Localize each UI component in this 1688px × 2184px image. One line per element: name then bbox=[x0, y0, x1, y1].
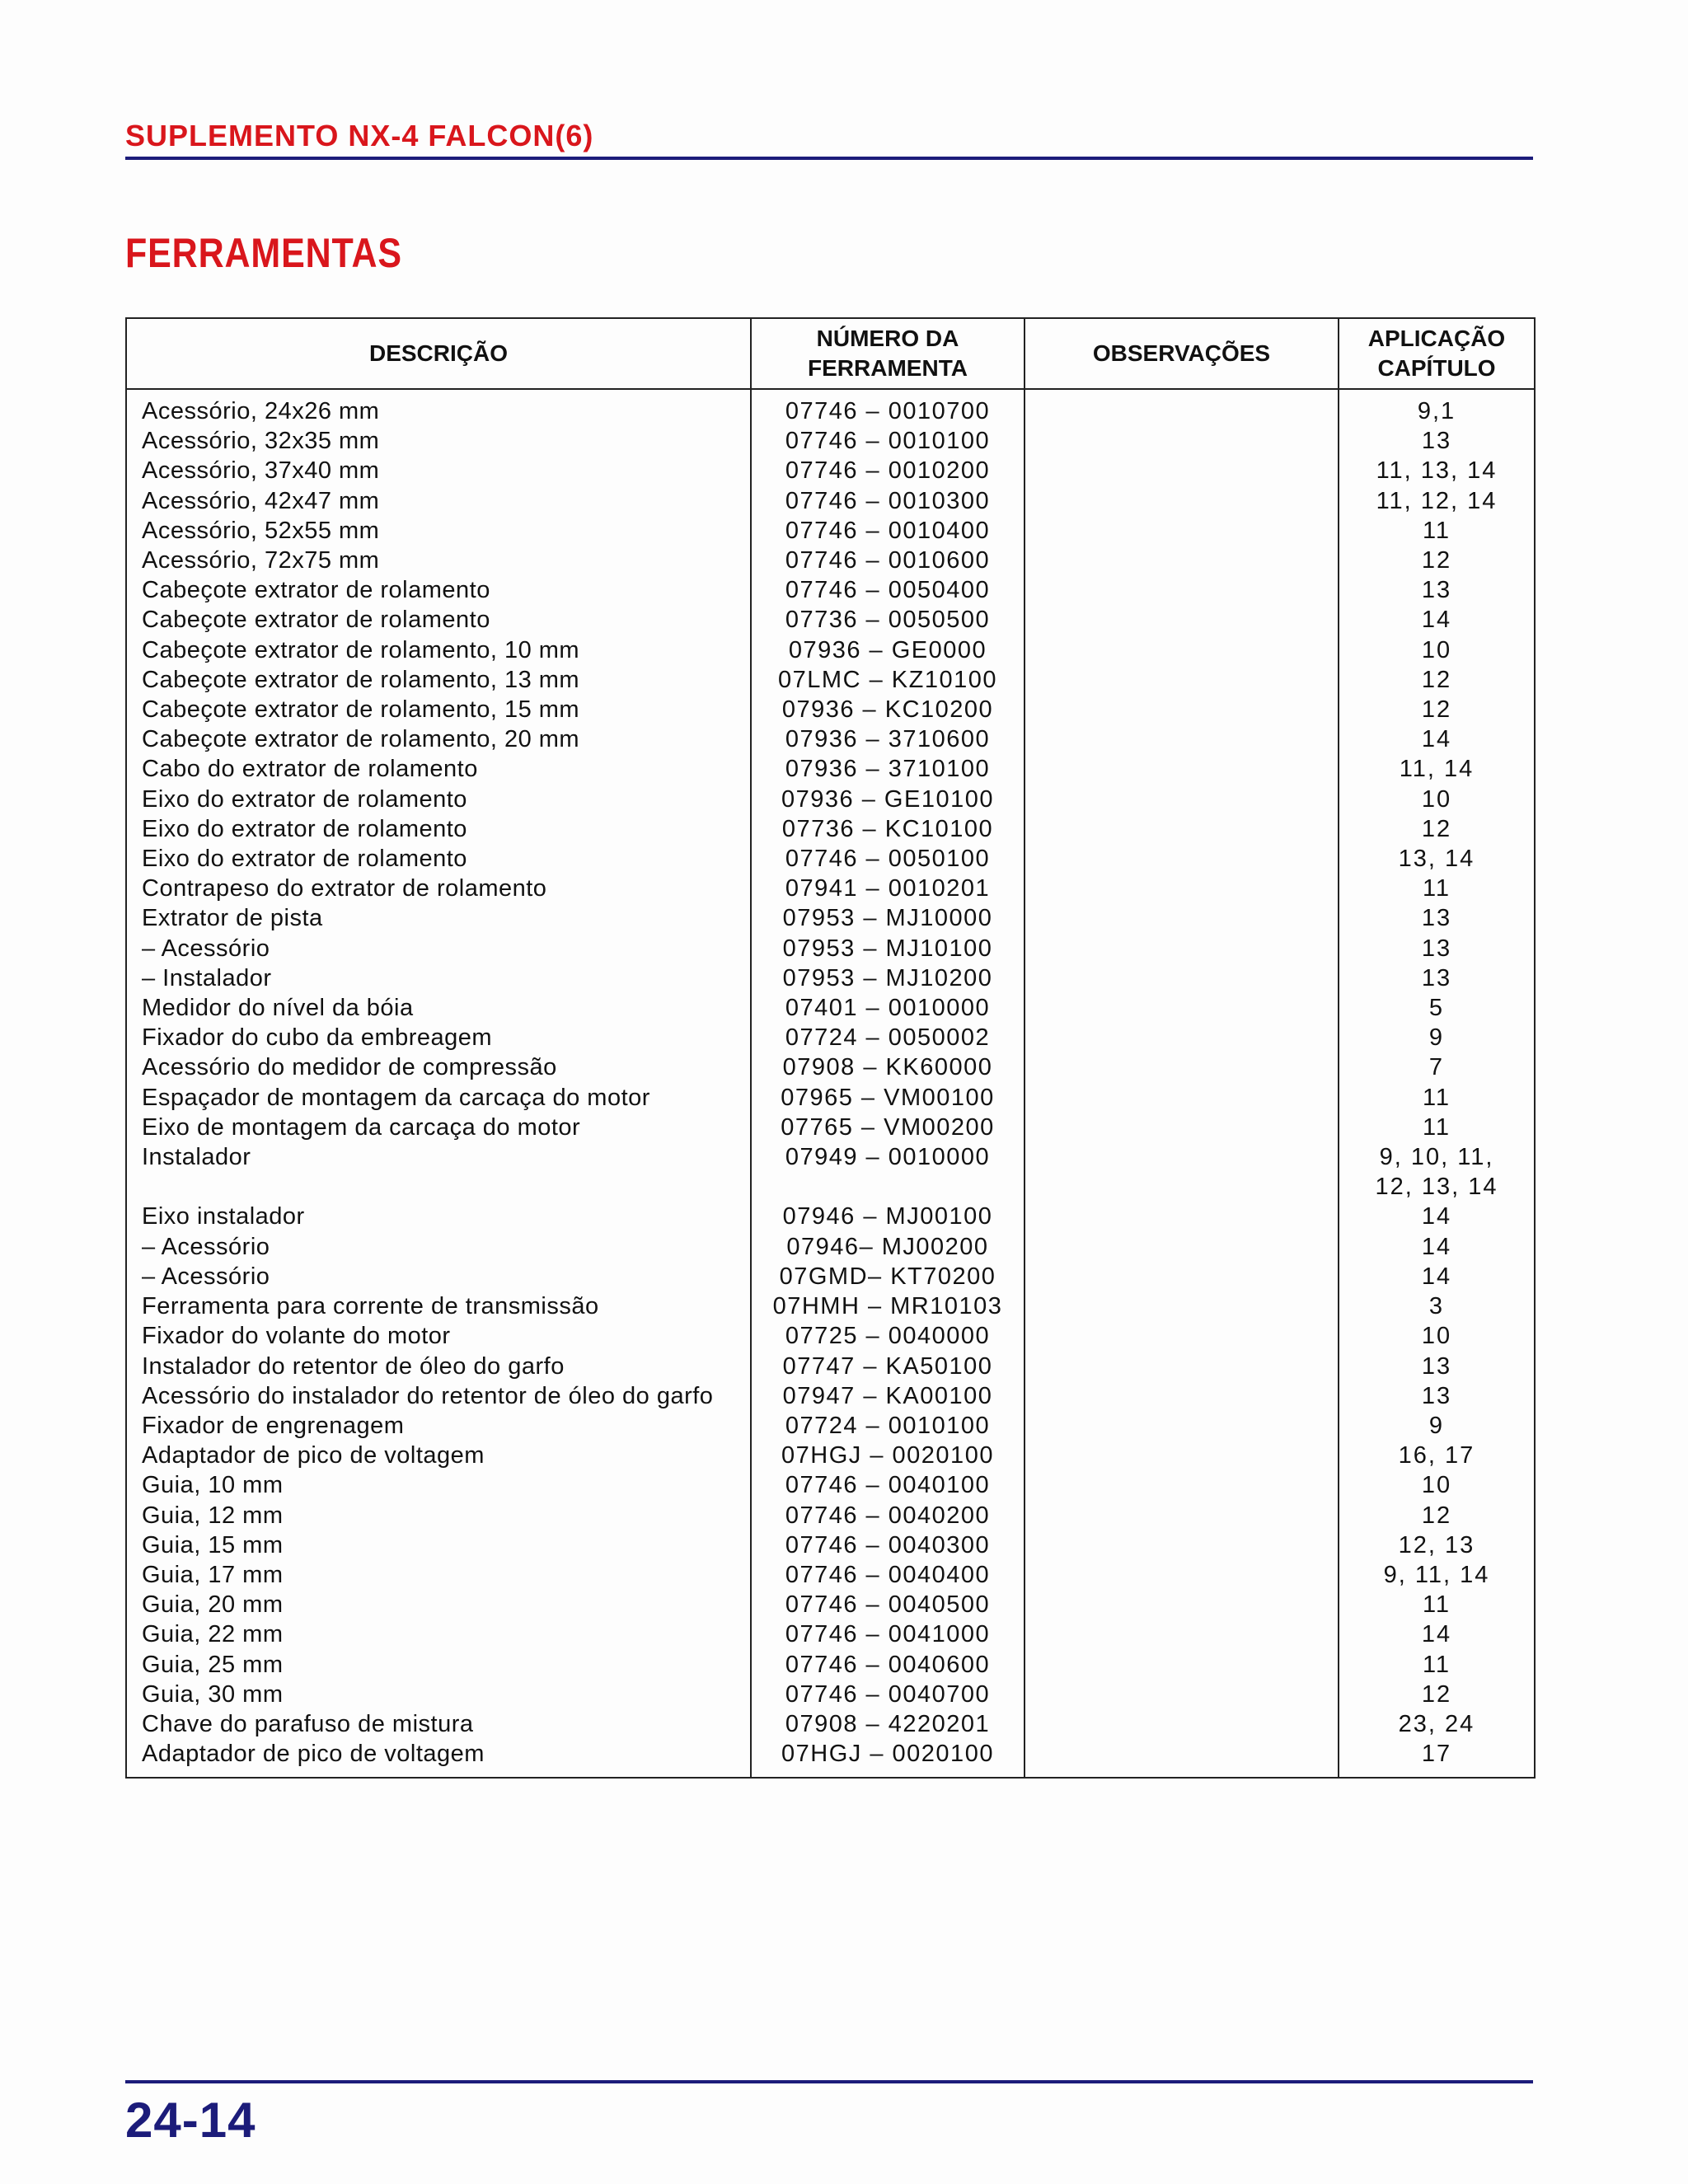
tool-description: Eixo do extrator de rolamento bbox=[126, 844, 751, 874]
tool-observation bbox=[1025, 1381, 1339, 1411]
tool-observation bbox=[1025, 1441, 1339, 1470]
tool-number: 07746 – 0050400 bbox=[751, 575, 1025, 605]
col-header-numero-line1: NÚMERO DA bbox=[816, 326, 959, 351]
table-row bbox=[126, 695, 1535, 724]
tool-description: Acessório do instalador do retentor de óleo do garfo bbox=[126, 1381, 751, 1411]
tool-number: 07HMH – MR10103 bbox=[751, 1291, 1025, 1321]
tool-observation bbox=[1025, 546, 1339, 575]
tool-number: 07765 – VM00200 bbox=[751, 1113, 1025, 1142]
tool-description bbox=[126, 1172, 751, 1202]
tool-observation bbox=[1025, 814, 1339, 844]
tool-number: 07746 – 0010700 bbox=[751, 389, 1025, 426]
tool-observation bbox=[1025, 934, 1339, 963]
tool-observation bbox=[1025, 1142, 1339, 1172]
table-row bbox=[126, 844, 1535, 874]
tool-chapter: 12 bbox=[1339, 665, 1535, 695]
tool-description: Cabo do extrator de rolamento bbox=[126, 754, 751, 784]
table-row bbox=[126, 1411, 1535, 1441]
table-row bbox=[126, 456, 1535, 485]
table-row bbox=[126, 1052, 1535, 1082]
col-header-observacoes bbox=[1025, 318, 1339, 389]
tool-observation bbox=[1025, 1083, 1339, 1113]
tool-chapter: 9, 11, 14 bbox=[1339, 1560, 1535, 1590]
table-row bbox=[126, 389, 1535, 426]
tool-observation bbox=[1025, 1619, 1339, 1649]
tool-description: Eixo de montagem da carcaça do motor bbox=[126, 1113, 751, 1142]
tool-description: – Acessório bbox=[126, 1232, 751, 1262]
tool-chapter: 5 bbox=[1339, 993, 1535, 1023]
tool-description: Guia, 12 mm bbox=[126, 1501, 751, 1530]
tool-observation bbox=[1025, 1232, 1339, 1262]
tool-number: 07946 – MJ00100 bbox=[751, 1202, 1025, 1231]
tool-number: 07746 – 0010100 bbox=[751, 426, 1025, 456]
tool-observation bbox=[1025, 1501, 1339, 1530]
footer-rule bbox=[125, 2080, 1533, 2083]
tool-number: 07746 – 0040500 bbox=[751, 1590, 1025, 1619]
tool-number: 07746 – 0041000 bbox=[751, 1619, 1025, 1649]
tool-number: 07936 – GE10100 bbox=[751, 785, 1025, 814]
tool-number: 07746 – 0040400 bbox=[751, 1560, 1025, 1590]
tool-description: – Instalador bbox=[126, 963, 751, 993]
tool-number: 07936 – GE0000 bbox=[751, 635, 1025, 665]
tool-description: Cabeçote extrator de rolamento, 15 mm bbox=[126, 695, 751, 724]
tool-chapter: 11 bbox=[1339, 1650, 1535, 1680]
tool-chapter: 14 bbox=[1339, 724, 1535, 754]
tool-observation bbox=[1025, 724, 1339, 754]
tool-number: 07746 – 0040700 bbox=[751, 1680, 1025, 1709]
tool-number: 07746 – 0010300 bbox=[751, 486, 1025, 516]
tool-observation bbox=[1025, 1470, 1339, 1500]
tool-description: – Acessório bbox=[126, 1262, 751, 1291]
tool-observation bbox=[1025, 844, 1339, 874]
tool-description: Acessório, 42x47 mm bbox=[126, 486, 751, 516]
tool-observation bbox=[1025, 1052, 1339, 1082]
table-row bbox=[126, 575, 1535, 605]
table-row bbox=[126, 1739, 1535, 1778]
tool-chapter: 9 bbox=[1339, 1411, 1535, 1441]
tool-description: Acessório, 72x75 mm bbox=[126, 546, 751, 575]
table-row bbox=[126, 1381, 1535, 1411]
tool-number: 07947 – KA00100 bbox=[751, 1381, 1025, 1411]
table-row bbox=[126, 993, 1535, 1023]
tool-description: Guia, 20 mm bbox=[126, 1590, 751, 1619]
table-row bbox=[126, 1113, 1535, 1142]
tool-chapter: 11, 12, 14 bbox=[1339, 486, 1535, 516]
tool-description: Acessório, 37x40 mm bbox=[126, 456, 751, 485]
table-row bbox=[126, 486, 1535, 516]
tool-observation bbox=[1025, 903, 1339, 933]
tool-number: 07746 – 0040300 bbox=[751, 1530, 1025, 1560]
tool-observation bbox=[1025, 1739, 1339, 1778]
tools-table bbox=[125, 317, 1536, 1779]
tool-chapter: 11 bbox=[1339, 516, 1535, 546]
tool-number: 07953 – MJ10100 bbox=[751, 934, 1025, 963]
tool-description: Extrator de pista bbox=[126, 903, 751, 933]
header-rule bbox=[125, 157, 1533, 160]
table-row bbox=[126, 1441, 1535, 1470]
tool-observation bbox=[1025, 1680, 1339, 1709]
table-row bbox=[126, 1142, 1535, 1172]
tool-description: Guia, 15 mm bbox=[126, 1530, 751, 1560]
tool-chapter: 11 bbox=[1339, 1590, 1535, 1619]
table-row bbox=[126, 1680, 1535, 1709]
tool-description: Adaptador de pico de voltagem bbox=[126, 1441, 751, 1470]
tool-description: Guia, 22 mm bbox=[126, 1619, 751, 1649]
table-row bbox=[126, 1470, 1535, 1500]
tool-observation bbox=[1025, 605, 1339, 635]
tool-description: Acessório, 52x55 mm bbox=[126, 516, 751, 546]
col-header-numero-line2: FERRAMENTA bbox=[808, 355, 968, 381]
tool-number: 07724 – 0010100 bbox=[751, 1411, 1025, 1441]
tool-chapter: 13 bbox=[1339, 903, 1535, 933]
tool-number: 07725 – 0040000 bbox=[751, 1321, 1025, 1351]
tool-observation bbox=[1025, 486, 1339, 516]
tool-observation bbox=[1025, 993, 1339, 1023]
tool-chapter: 14 bbox=[1339, 605, 1535, 635]
page-number: 24-14 bbox=[125, 2093, 256, 2148]
table-row bbox=[126, 1590, 1535, 1619]
col-header-aplicacao bbox=[1339, 318, 1535, 389]
table-row bbox=[126, 1023, 1535, 1052]
table-row bbox=[126, 754, 1535, 784]
tool-number: 07746 – 0040600 bbox=[751, 1650, 1025, 1680]
tool-description: Eixo instalador bbox=[126, 1202, 751, 1231]
tool-observation bbox=[1025, 426, 1339, 456]
tool-observation bbox=[1025, 1321, 1339, 1351]
tool-number: 07736 – KC10100 bbox=[751, 814, 1025, 844]
section-title: FERRAMENTAS bbox=[125, 230, 402, 276]
table-row bbox=[126, 1501, 1535, 1530]
tool-chapter: 11, 14 bbox=[1339, 754, 1535, 784]
tool-chapter: 17 bbox=[1339, 1739, 1535, 1778]
tool-observation bbox=[1025, 785, 1339, 814]
col-header-numero bbox=[751, 318, 1025, 389]
tool-number: 07908 – KK60000 bbox=[751, 1052, 1025, 1082]
tool-description: – Acessório bbox=[126, 934, 751, 963]
tool-chapter: 13 bbox=[1339, 1381, 1535, 1411]
tool-chapter: 13 bbox=[1339, 426, 1535, 456]
tool-chapter: 10 bbox=[1339, 635, 1535, 665]
tool-number: 07746 – 0040100 bbox=[751, 1470, 1025, 1500]
tool-chapter: 13 bbox=[1339, 575, 1535, 605]
tool-number: 07724 – 0050002 bbox=[751, 1023, 1025, 1052]
tool-observation bbox=[1025, 1709, 1339, 1739]
tool-chapter: 12 bbox=[1339, 546, 1535, 575]
tool-observation bbox=[1025, 1113, 1339, 1142]
tool-chapter: 11 bbox=[1339, 1083, 1535, 1113]
tool-observation bbox=[1025, 1202, 1339, 1231]
table-row bbox=[126, 1650, 1535, 1680]
tool-chapter: 10 bbox=[1339, 785, 1535, 814]
tool-number: 07936 – 3710100 bbox=[751, 754, 1025, 784]
tool-description: Eixo do extrator de rolamento bbox=[126, 814, 751, 844]
table-row bbox=[126, 934, 1535, 963]
tool-number: 07401 – 0010000 bbox=[751, 993, 1025, 1023]
tool-description: Cabeçote extrator de rolamento, 10 mm bbox=[126, 635, 751, 665]
table-row bbox=[126, 1232, 1535, 1262]
tool-chapter: 13 bbox=[1339, 934, 1535, 963]
tool-chapter: 16, 17 bbox=[1339, 1441, 1535, 1470]
table-row bbox=[126, 1560, 1535, 1590]
tool-number: 07GMD– KT70200 bbox=[751, 1262, 1025, 1291]
tool-chapter: 9, 10, 11, bbox=[1339, 1142, 1535, 1172]
table-row bbox=[126, 1083, 1535, 1113]
col-header-descricao bbox=[126, 318, 751, 389]
tool-chapter: 3 bbox=[1339, 1291, 1535, 1321]
table-row bbox=[126, 724, 1535, 754]
tool-number: 07936 – 3710600 bbox=[751, 724, 1025, 754]
tool-chapter: 14 bbox=[1339, 1232, 1535, 1262]
tool-observation bbox=[1025, 1590, 1339, 1619]
col-header-observacoes-label: OBSERVAÇÕES bbox=[1092, 340, 1271, 366]
tool-observation bbox=[1025, 1411, 1339, 1441]
tool-chapter: 11, 13, 14 bbox=[1339, 456, 1535, 485]
table-row bbox=[126, 1262, 1535, 1291]
tool-chapter: 10 bbox=[1339, 1470, 1535, 1500]
tool-observation bbox=[1025, 456, 1339, 485]
tool-observation bbox=[1025, 1352, 1339, 1381]
tool-observation bbox=[1025, 1262, 1339, 1291]
tool-observation bbox=[1025, 1023, 1339, 1052]
tool-number: 07746 – 0010400 bbox=[751, 516, 1025, 546]
tool-chapter: 14 bbox=[1339, 1619, 1535, 1649]
table-row bbox=[126, 516, 1535, 546]
tool-chapter: 10 bbox=[1339, 1321, 1535, 1351]
tool-description: Guia, 10 mm bbox=[126, 1470, 751, 1500]
tool-description: Ferramenta para corrente de transmissão bbox=[126, 1291, 751, 1321]
tool-description: Chave do parafuso de mistura bbox=[126, 1709, 751, 1739]
tool-description: Guia, 25 mm bbox=[126, 1650, 751, 1680]
tool-chapter: 12 bbox=[1339, 695, 1535, 724]
tool-observation bbox=[1025, 1172, 1339, 1202]
tool-number: 07965 – VM00100 bbox=[751, 1083, 1025, 1113]
table-row bbox=[126, 814, 1535, 844]
table-row bbox=[126, 1530, 1535, 1560]
tool-description: Medidor do nível da bóia bbox=[126, 993, 751, 1023]
tool-number: 07936 – KC10200 bbox=[751, 695, 1025, 724]
table-row bbox=[126, 546, 1535, 575]
table-row bbox=[126, 665, 1535, 695]
table-row bbox=[126, 635, 1535, 665]
tool-description: Cabeçote extrator de rolamento bbox=[126, 575, 751, 605]
tool-description: Acessório do medidor de compressão bbox=[126, 1052, 751, 1082]
tool-number: 07746 – 0010200 bbox=[751, 456, 1025, 485]
tools-table-body bbox=[126, 389, 1535, 1778]
tool-observation bbox=[1025, 389, 1339, 426]
tool-number bbox=[751, 1172, 1025, 1202]
tool-number: 07941 – 0010201 bbox=[751, 874, 1025, 903]
tool-chapter: 12 bbox=[1339, 1501, 1535, 1530]
tool-number: 07HGJ – 0020100 bbox=[751, 1441, 1025, 1470]
tool-chapter: 9,1 bbox=[1339, 389, 1535, 426]
col-header-aplicacao-line1: APLICAÇÃO bbox=[1367, 326, 1506, 351]
table-row bbox=[126, 1352, 1535, 1381]
tool-chapter: 12 bbox=[1339, 1680, 1535, 1709]
tool-observation bbox=[1025, 635, 1339, 665]
tool-description: Fixador do volante do motor bbox=[126, 1321, 751, 1351]
tool-chapter: 13 bbox=[1339, 963, 1535, 993]
tool-chapter: 11 bbox=[1339, 874, 1535, 903]
col-header-descricao-label: DESCRIÇÃO bbox=[368, 340, 508, 366]
tool-description: Guia, 30 mm bbox=[126, 1680, 751, 1709]
tool-number: 07946– MJ00200 bbox=[751, 1232, 1025, 1262]
tool-description: Cabeçote extrator de rolamento, 13 mm bbox=[126, 665, 751, 695]
tool-observation bbox=[1025, 1650, 1339, 1680]
table-header-row bbox=[126, 318, 1535, 389]
tool-number: 07953 – MJ10000 bbox=[751, 903, 1025, 933]
tool-chapter: 9 bbox=[1339, 1023, 1535, 1052]
tool-number: 07746 – 0050100 bbox=[751, 844, 1025, 874]
tool-description: Eixo do extrator de rolamento bbox=[126, 785, 751, 814]
tool-observation bbox=[1025, 516, 1339, 546]
tool-chapter: 7 bbox=[1339, 1052, 1535, 1082]
tool-number: 07953 – MJ10200 bbox=[751, 963, 1025, 993]
table-row bbox=[126, 1321, 1535, 1351]
tool-observation bbox=[1025, 1291, 1339, 1321]
tool-observation bbox=[1025, 963, 1339, 993]
tool-description: Cabeçote extrator de rolamento bbox=[126, 605, 751, 635]
tool-number: 07HGJ – 0020100 bbox=[751, 1739, 1025, 1778]
table-row bbox=[126, 1709, 1535, 1739]
tool-description: Adaptador de pico de voltagem bbox=[126, 1739, 751, 1778]
col-header-aplicacao-line2: CAPÍTULO bbox=[1377, 355, 1496, 381]
tool-number: 07746 – 0010600 bbox=[751, 546, 1025, 575]
tool-number: 07908 – 4220201 bbox=[751, 1709, 1025, 1739]
table-row bbox=[126, 903, 1535, 933]
tool-description: Fixador do cubo da embreagem bbox=[126, 1023, 751, 1052]
tool-description: Guia, 17 mm bbox=[126, 1560, 751, 1590]
table-row bbox=[126, 874, 1535, 903]
tool-observation bbox=[1025, 665, 1339, 695]
tool-observation bbox=[1025, 754, 1339, 784]
tool-number: 07746 – 0040200 bbox=[751, 1501, 1025, 1530]
table-row bbox=[126, 1291, 1535, 1321]
tool-observation bbox=[1025, 874, 1339, 903]
tool-chapter: 12 bbox=[1339, 814, 1535, 844]
header-title: SUPLEMENTO NX-4 FALCON(6) bbox=[125, 119, 594, 152]
tool-number: 07736 – 0050500 bbox=[751, 605, 1025, 635]
tool-number: 07LMC – KZ10100 bbox=[751, 665, 1025, 695]
tool-chapter: 13 bbox=[1339, 1352, 1535, 1381]
tool-number: 07949 – 0010000 bbox=[751, 1142, 1025, 1172]
tool-chapter: 14 bbox=[1339, 1262, 1535, 1291]
table-row bbox=[126, 785, 1535, 814]
tool-chapter: 12, 13 bbox=[1339, 1530, 1535, 1560]
tool-description: Acessório, 32x35 mm bbox=[126, 426, 751, 456]
tool-chapter: 13, 14 bbox=[1339, 844, 1535, 874]
table-row bbox=[126, 1202, 1535, 1231]
tool-description: Acessório, 24x26 mm bbox=[126, 389, 751, 426]
tool-description: Fixador de engrenagem bbox=[126, 1411, 751, 1441]
tool-observation bbox=[1025, 695, 1339, 724]
tool-observation bbox=[1025, 1560, 1339, 1590]
table-row bbox=[126, 1619, 1535, 1649]
tool-chapter: 14 bbox=[1339, 1202, 1535, 1231]
tool-chapter: 12, 13, 14 bbox=[1339, 1172, 1535, 1202]
tool-observation bbox=[1025, 575, 1339, 605]
table-row bbox=[126, 963, 1535, 993]
tool-description: Instalador bbox=[126, 1142, 751, 1172]
tool-chapter: 11 bbox=[1339, 1113, 1535, 1142]
tool-description: Instalador do retentor de óleo do garfo bbox=[126, 1352, 751, 1381]
table-row bbox=[126, 426, 1535, 456]
tool-description: Cabeçote extrator de rolamento, 20 mm bbox=[126, 724, 751, 754]
tool-number: 07747 – KA50100 bbox=[751, 1352, 1025, 1381]
tool-observation bbox=[1025, 1530, 1339, 1560]
tool-description: Espaçador de montagem da carcaça do motor bbox=[126, 1083, 751, 1113]
table-row bbox=[126, 1172, 1535, 1202]
tool-chapter: 23, 24 bbox=[1339, 1709, 1535, 1739]
tool-description: Contrapeso do extrator de rolamento bbox=[126, 874, 751, 903]
table-row bbox=[126, 605, 1535, 635]
